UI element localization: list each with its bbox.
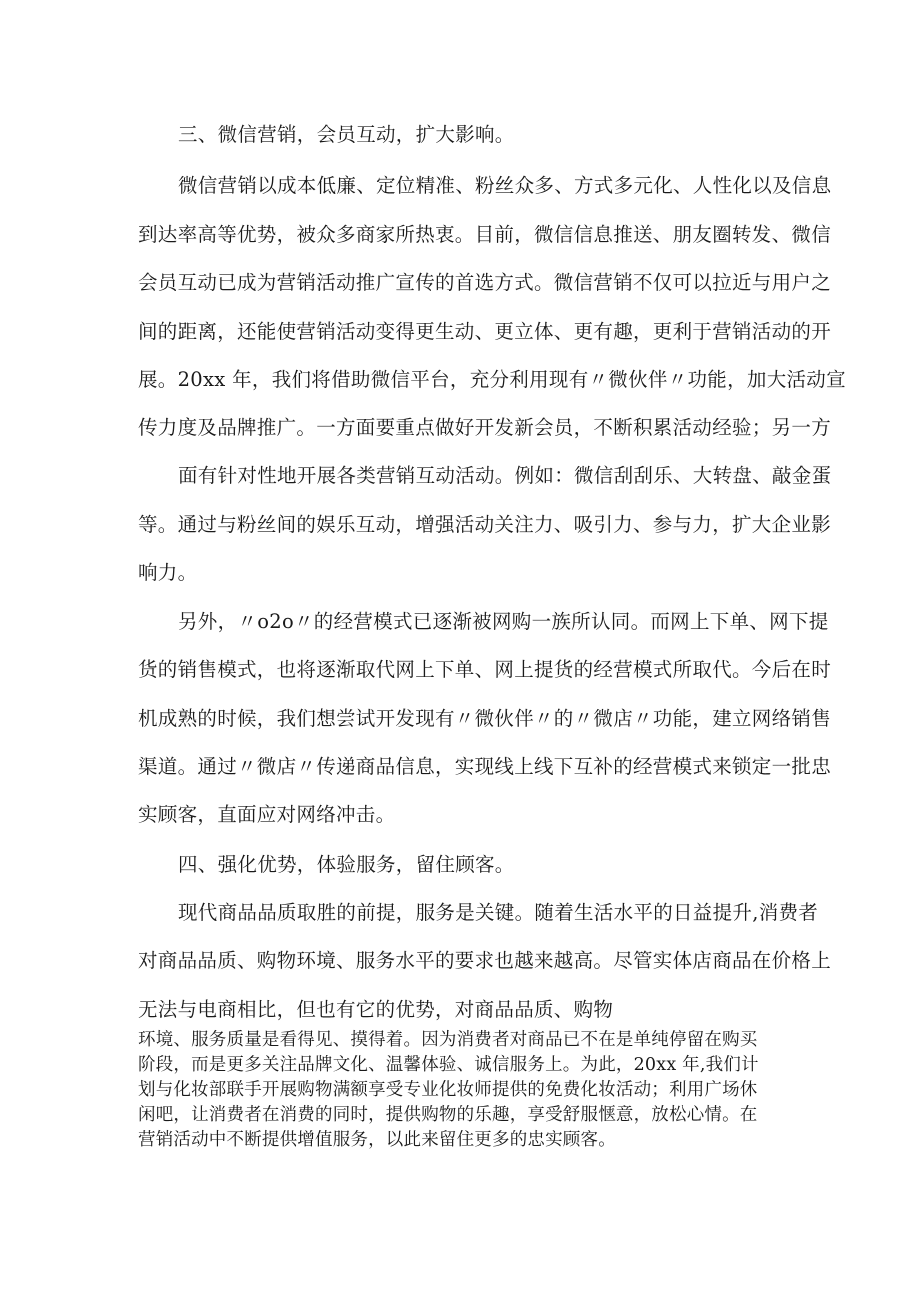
paragraph-line: 无法与电商相比，但也有它的优势，对商品品质、购物: [138, 998, 614, 1021]
paragraph-line: 另外，〃o2o〃的经营模式已逐渐被网购一族所认同。而网上下单、网下提: [178, 610, 829, 633]
paragraph-line: 会员互动已成为营销活动推广宣传的首选方式。微信营销不仅可以拉近与用户之: [138, 271, 832, 294]
section-heading-4: 四、强化优势，体验服务，留住顾客。: [178, 853, 515, 876]
paragraph-line: 到达率高等优势，被众多商家所热衷。目前，微信信息推送、朋友圈转发、微信: [138, 223, 832, 246]
paragraph-line: 渠道。通过〃微店〃传递商品信息，实现线上线下互补的经营模式来锁定一批忠: [138, 755, 832, 778]
paragraph-line: 传力度及品牌推广。一方面要重点做好开发新会员，不断积累活动经验；另一方: [138, 416, 832, 439]
paragraph-line: 实顾客，直面应对网络冲击。: [138, 803, 396, 826]
paragraph-line: 货的销售模式，也将逐渐取代网上下单、网上提货的经营模式所取代。今后在时: [138, 658, 832, 681]
paragraph-line: 机成熟的时候，我们想尝试开发现有〃微伙伴〃的〃微店〃功能，建立网络销售: [138, 707, 832, 730]
paragraph-line: 间的距离，还能使营销活动变得更生动、更立体、更有趣，更利于营销活动的开: [138, 320, 832, 343]
paragraph-line: 微信营销以成本低廉、定位精准、粉丝众多、方式多元化、人性化以及信息: [178, 174, 832, 197]
paragraph-line: 面有针对性地开展各类营销互动活动。例如：微信刮刮乐、大转盘、敲金蛋: [178, 464, 832, 487]
paragraph-line: 现代商品品质取胜的前提，服务是关键。随着生活水平的日益提升,消费者: [178, 901, 819, 924]
paragraph-line: 响力。: [138, 561, 198, 584]
paragraph-line: 对商品品质、购物环境、服务水平的要求也越来越高。尽管实体店商品在价格上: [138, 949, 832, 972]
paragraph-line: 等。通过与粉丝间的娱乐互动，增强活动关注力、吸引力、参与力，扩大企业影: [138, 513, 832, 536]
paragraph-line: 展。20xx 年，我们将借助微信平台，充分利用现有〃微伙伴〃功能，加大活动宣: [138, 368, 846, 391]
section-heading-3: 三、微信营销，会员互动，扩大影响。: [178, 123, 515, 146]
paragraph-line: 划与化妆部联手开展购物满额享受专业化妆师提供的免费化妆活动；利用广场休: [138, 1080, 758, 1100]
paragraph-line: 环境、服务质量是看得见、摸得着。因为消费者对商品已不在是单纯停留在购买: [138, 1030, 758, 1050]
paragraph-line: 闲吧，让消费者在消费的同时，提供购物的乐趣，享受舒服惬意，放松心情。在: [138, 1105, 758, 1125]
paragraph-line: 营销活动中不断提供增值服务，以此来留住更多的忠实顾客。: [138, 1130, 616, 1150]
paragraph-line: 阶段，而是更多关注品牌文化、温馨体验、诚信服务上。为此，20xx 年,我们计: [138, 1055, 759, 1075]
